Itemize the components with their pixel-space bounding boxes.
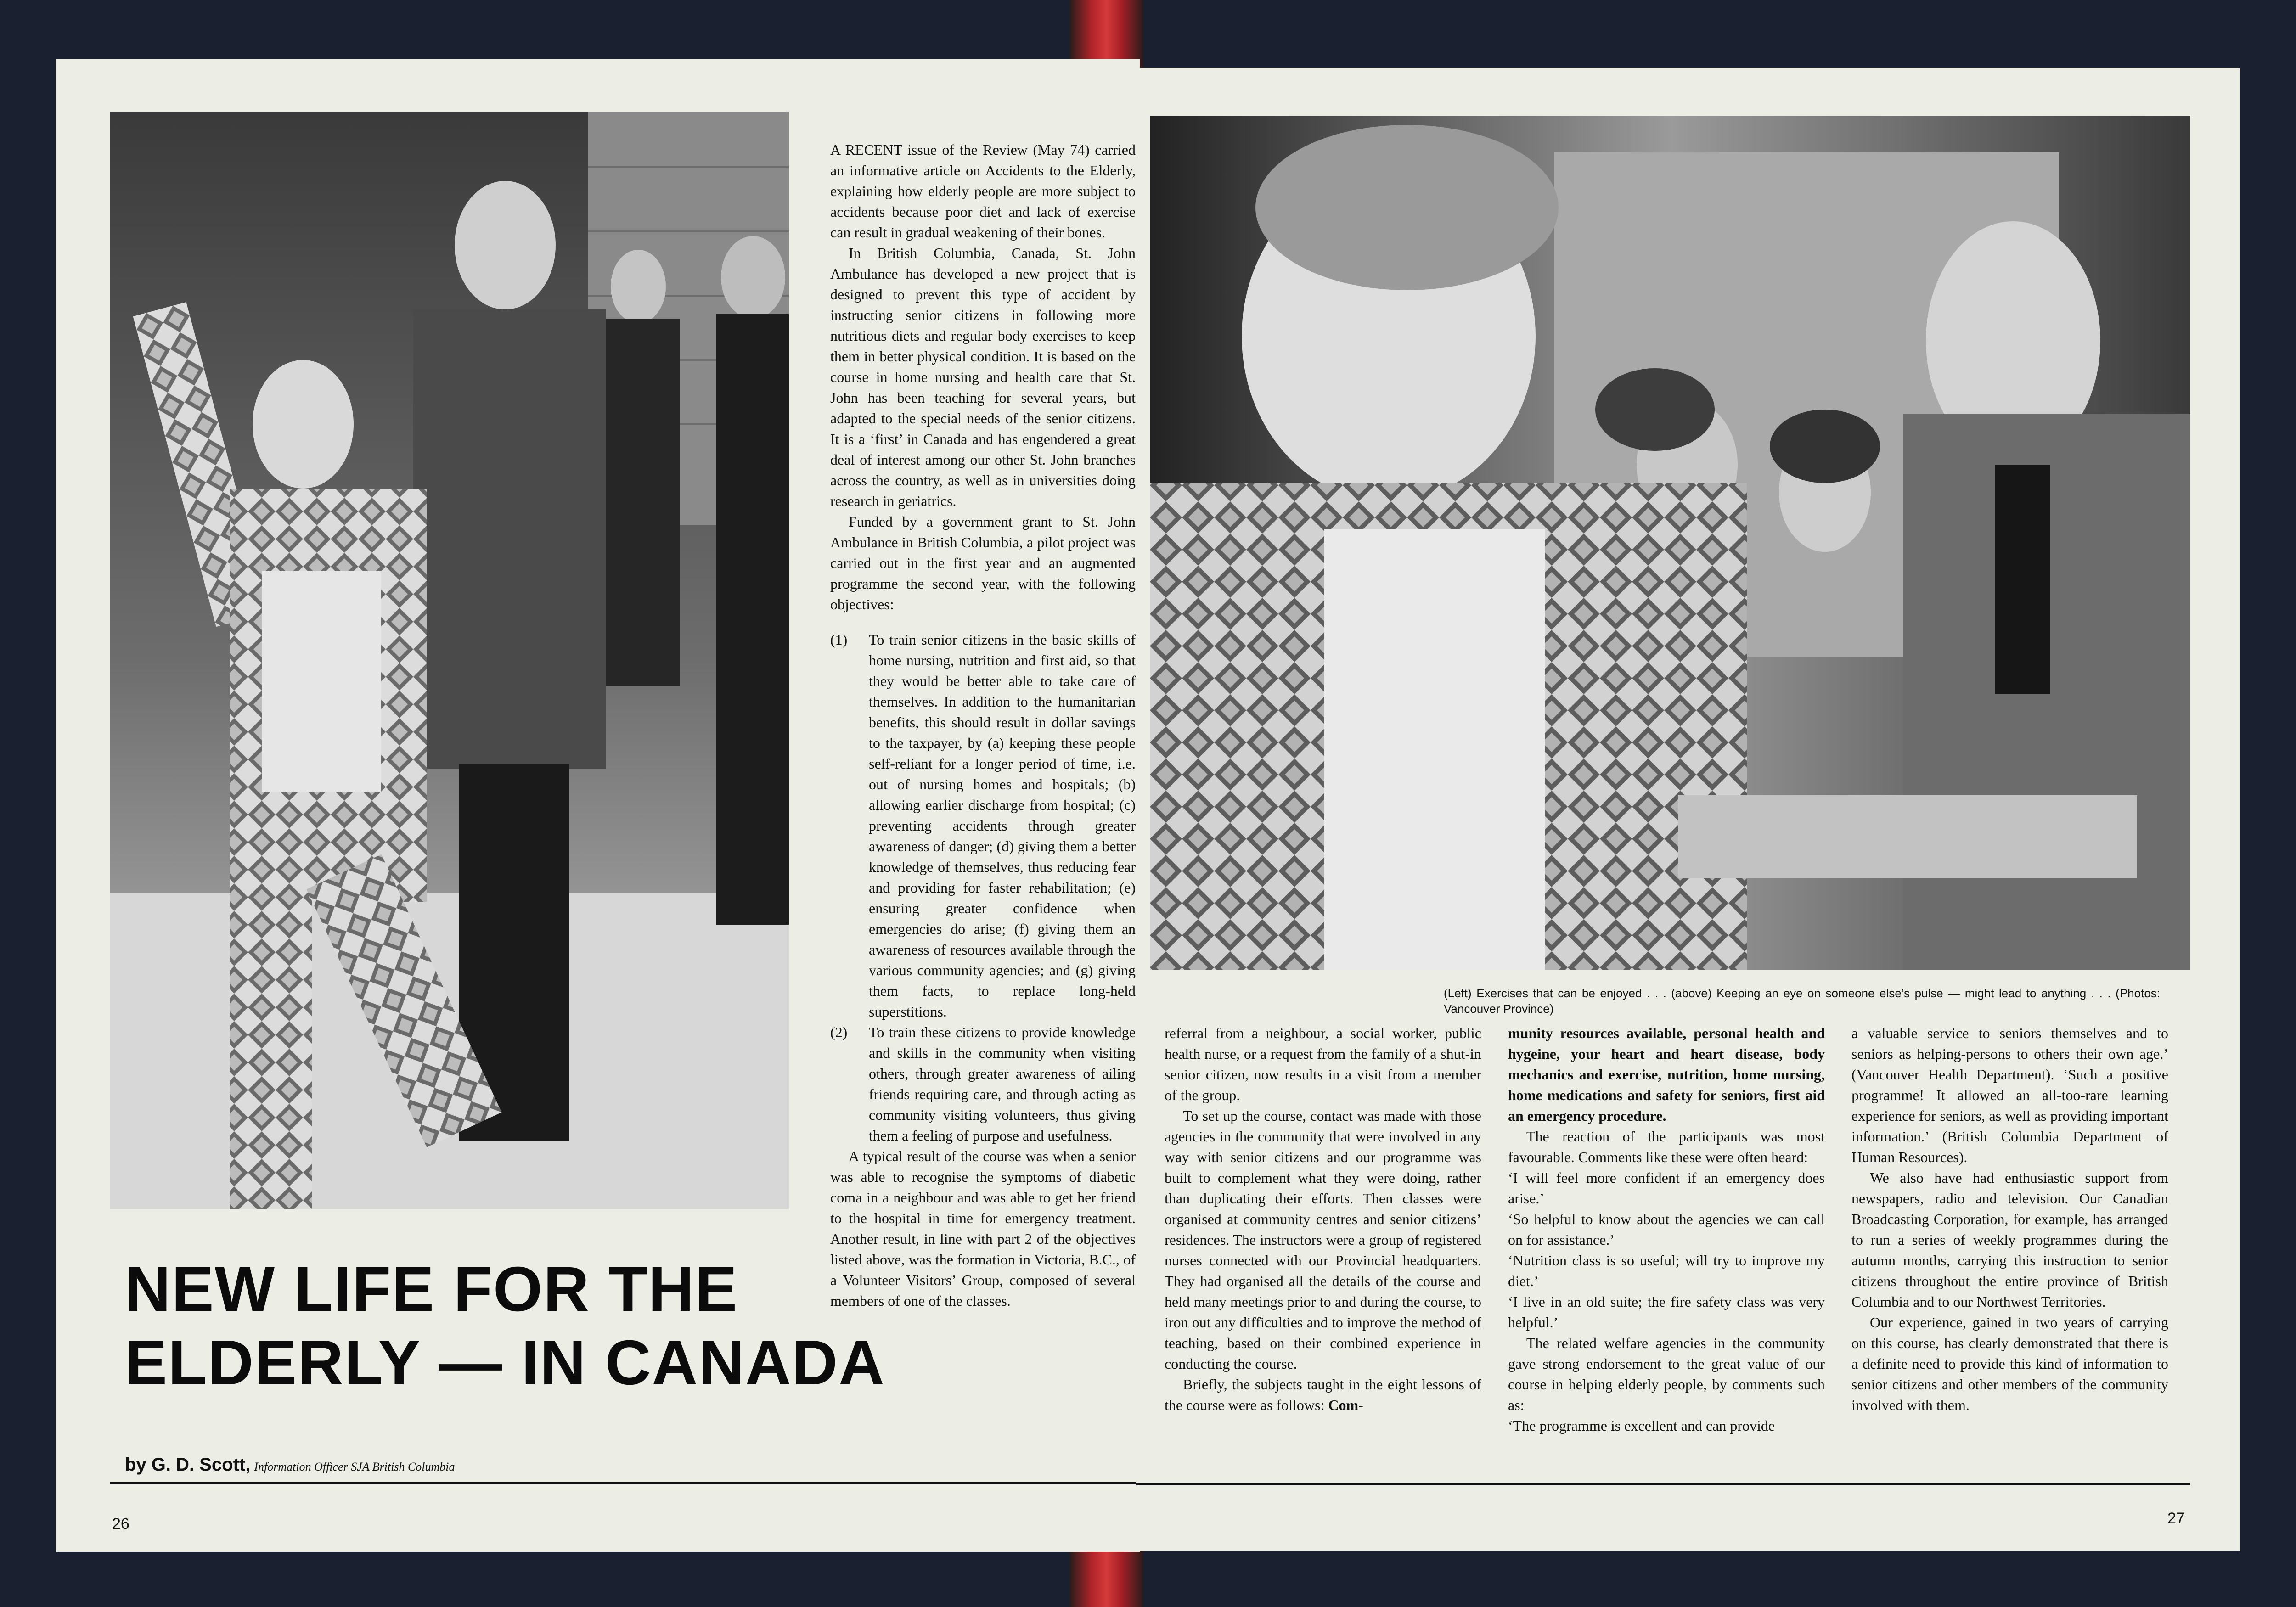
right-column-3 bbox=[1851, 1023, 2168, 1416]
participant-quote: ‘I live in an old suite; the fire safety class was very helpful.’ bbox=[1508, 1293, 1825, 1331]
body-paragraph: To set up the course, contact was made with those agencies in the community that were involved in any way with senior citizens and our programme was built to complement what they were doing, rather than duplicating their efforts. Then classes were organised at community centres and senior citizens’ residences. The instructors were a group of registered nurses connected with our Provincial headquarters. They had organised all the details of the course and held many meetings prior to and during the course, to iron out any difficulties and to improve the method of teaching, based on their combined experience in conducting the course. bbox=[1165, 1107, 1481, 1372]
subjects-intro: Briefly, the subjects taught in the eight lessons of the course were as follows: bbox=[1165, 1376, 1481, 1413]
right-column-2 bbox=[1508, 1023, 1825, 1436]
objective-number: (1) bbox=[830, 631, 848, 648]
author-role: Information Officer SJA British Columbia bbox=[254, 1460, 455, 1473]
objective-text: To train senior citizens in the basic skills of home nursing, nutrition and first aid, so that they would be better able to take care of themselves. In addition to the humanitarian benefits, this should result in dollar savings to the taxpayer, by (a) keeping these people self-reliant for a longer period of time, i.e. out of nursing homes and hospitals; (b) allowing earlier discharge from hospital; (c) preventing accidents through greater awareness of danger; (d) giving them a better knowledge of themselves, thus reducing fear and providing for faster rehabilitation; (e) ensuring greater confidence when emergencies do arise; (f) giving them an awareness of resources available through the various community agencies; and (g) giving them facts, to replace long-held superstitions. bbox=[869, 631, 1136, 1020]
body-paragraph: Our experience, gained in two years of carrying on this course, has clearly demonstrated that there is a definite need to provide this kind of information to senior citizens and other members of the community involved with them. bbox=[1851, 1314, 2168, 1413]
pulse-photo bbox=[1150, 116, 2190, 970]
objective-number: (2) bbox=[830, 1024, 848, 1040]
agency-quote: ‘The programme is excellent and can provide bbox=[1508, 1417, 1775, 1434]
participant-quote: ‘I will feel more confident if an emergency does arise.’ bbox=[1508, 1169, 1825, 1207]
body-paragraph: A typical result of the course was when a senior was able to recognise the symptoms of diabetic coma in a neighbour and was able to get her friend to the hospital in time for emergency treatment. Another result, in line with part 2 of the objectives listed above, was the formation in Victoria, B.C., of a Volunteer Visitors’ Group, composed of several members of one of the classes. bbox=[830, 1148, 1136, 1309]
objectives-list bbox=[830, 629, 1136, 1146]
bottom-rule bbox=[1136, 1483, 2190, 1485]
page-number: 26 bbox=[112, 1515, 129, 1533]
body-paragraph: Funded by a government grant to St. John Ambulance in British Columbia, a pilot project was carried out in the first year and an augmented programme the second year, with the following objectives: bbox=[830, 513, 1136, 612]
objective-item bbox=[830, 629, 1136, 1022]
subjects-list: munity resources available, personal health and hygeine, your heart and heart disease, body mechanics and exercise, nutrition, home nursing, home medications and safety for seniors, first aid an emergency procedure. bbox=[1508, 1025, 1825, 1124]
right-page bbox=[1136, 68, 2240, 1551]
photo-caption: (Left) Exercises that can be enjoyed . . . (above) Keeping an eye on someone else’s pulse — might lead to anything . . . (Photos: Vancouver Province) bbox=[1444, 986, 2160, 1016]
body-paragraph bbox=[1165, 1374, 1481, 1416]
body-paragraph: We also have had enthusiastic support from newspapers, radio and television. Our Canadian Broadcasting Corporation, for example, has arranged to run a series of weekly programmes during the autumn months, carrying this instruction to senior citizens throughout the entire province of British Columbia and to our Northwest Territories. bbox=[1851, 1169, 2168, 1310]
participant-quote: ‘Nutrition class is so useful; will try to improve my diet.’ bbox=[1508, 1252, 1825, 1289]
objective-item bbox=[830, 1022, 1136, 1146]
body-paragraph: In British Columbia, Canada, St. John Ambulance has developed a new project that is designed to prevent this type of accident by instructing senior citizens in following more nutritious diets and regular body exercises to keep them in better physical condition. It is based on the course in home nursing and health care that St. John has been teaching for several years, but adapted to the special needs of the senior citizens. It is a ‘first’ in Canada and has engendered a great deal of interest among our other St. John branches across the country, as well as in universities doing research in geriatrics. bbox=[830, 245, 1136, 509]
title-line: NEW LIFE FOR THE bbox=[125, 1254, 738, 1325]
body-paragraph: The reaction of the participants was most favourable. Comments like these were often heard: bbox=[1508, 1128, 1825, 1165]
body-paragraph: referral from a neighbour, a social worker, public health nurse, or a request from the family of a shut-in senior citizen, now results in a visit from a member of the group. bbox=[1165, 1025, 1481, 1103]
author-name: by G. D. Scott, bbox=[125, 1455, 251, 1475]
objective-text: To train these citizens to provide knowledge and skills in the community when visiting others, through greater awareness of ailing friends requiring care, and through acting as community visiting volunteers, thus giving them a feeling of purpose and usefulness. bbox=[869, 1024, 1136, 1144]
page-number: 27 bbox=[2167, 1510, 2185, 1527]
participant-quote: ‘So helpful to know about the agencies we can call on for assistance.’ bbox=[1508, 1211, 1825, 1248]
article-title bbox=[125, 1253, 885, 1399]
exercise-photo bbox=[110, 112, 789, 1209]
body-paragraph: The related welfare agencies in the community gave strong endorsement to the great value of our course in helping elderly people, by comments such as: bbox=[1508, 1335, 1825, 1413]
intro-paragraph: A RECENT issue of the Review (May 74) carried an informative article on Accidents to the Elderly, explaining how elderly people are more subject to accidents because poor diet and lack of exercise can result in gradual weakening of their bones. bbox=[830, 141, 1136, 241]
bottom-rule bbox=[110, 1482, 1139, 1484]
byline bbox=[125, 1455, 455, 1475]
left-column bbox=[830, 140, 1136, 1311]
left-page bbox=[56, 59, 1140, 1552]
right-column-1 bbox=[1165, 1023, 1481, 1416]
subjects-start: Com- bbox=[1328, 1397, 1363, 1413]
title-line: ELDERLY — IN CANADA bbox=[125, 1327, 885, 1398]
body-paragraph: a valuable service to seniors themselves and to seniors as helping-persons to others their own age.’ (Vancouver Health Department). ‘Such a positive programme! It allowed an all-too-rare learning experience for seniors, as well as providing important information.’ (British Columbia Department of Human Resources). bbox=[1851, 1025, 2168, 1165]
